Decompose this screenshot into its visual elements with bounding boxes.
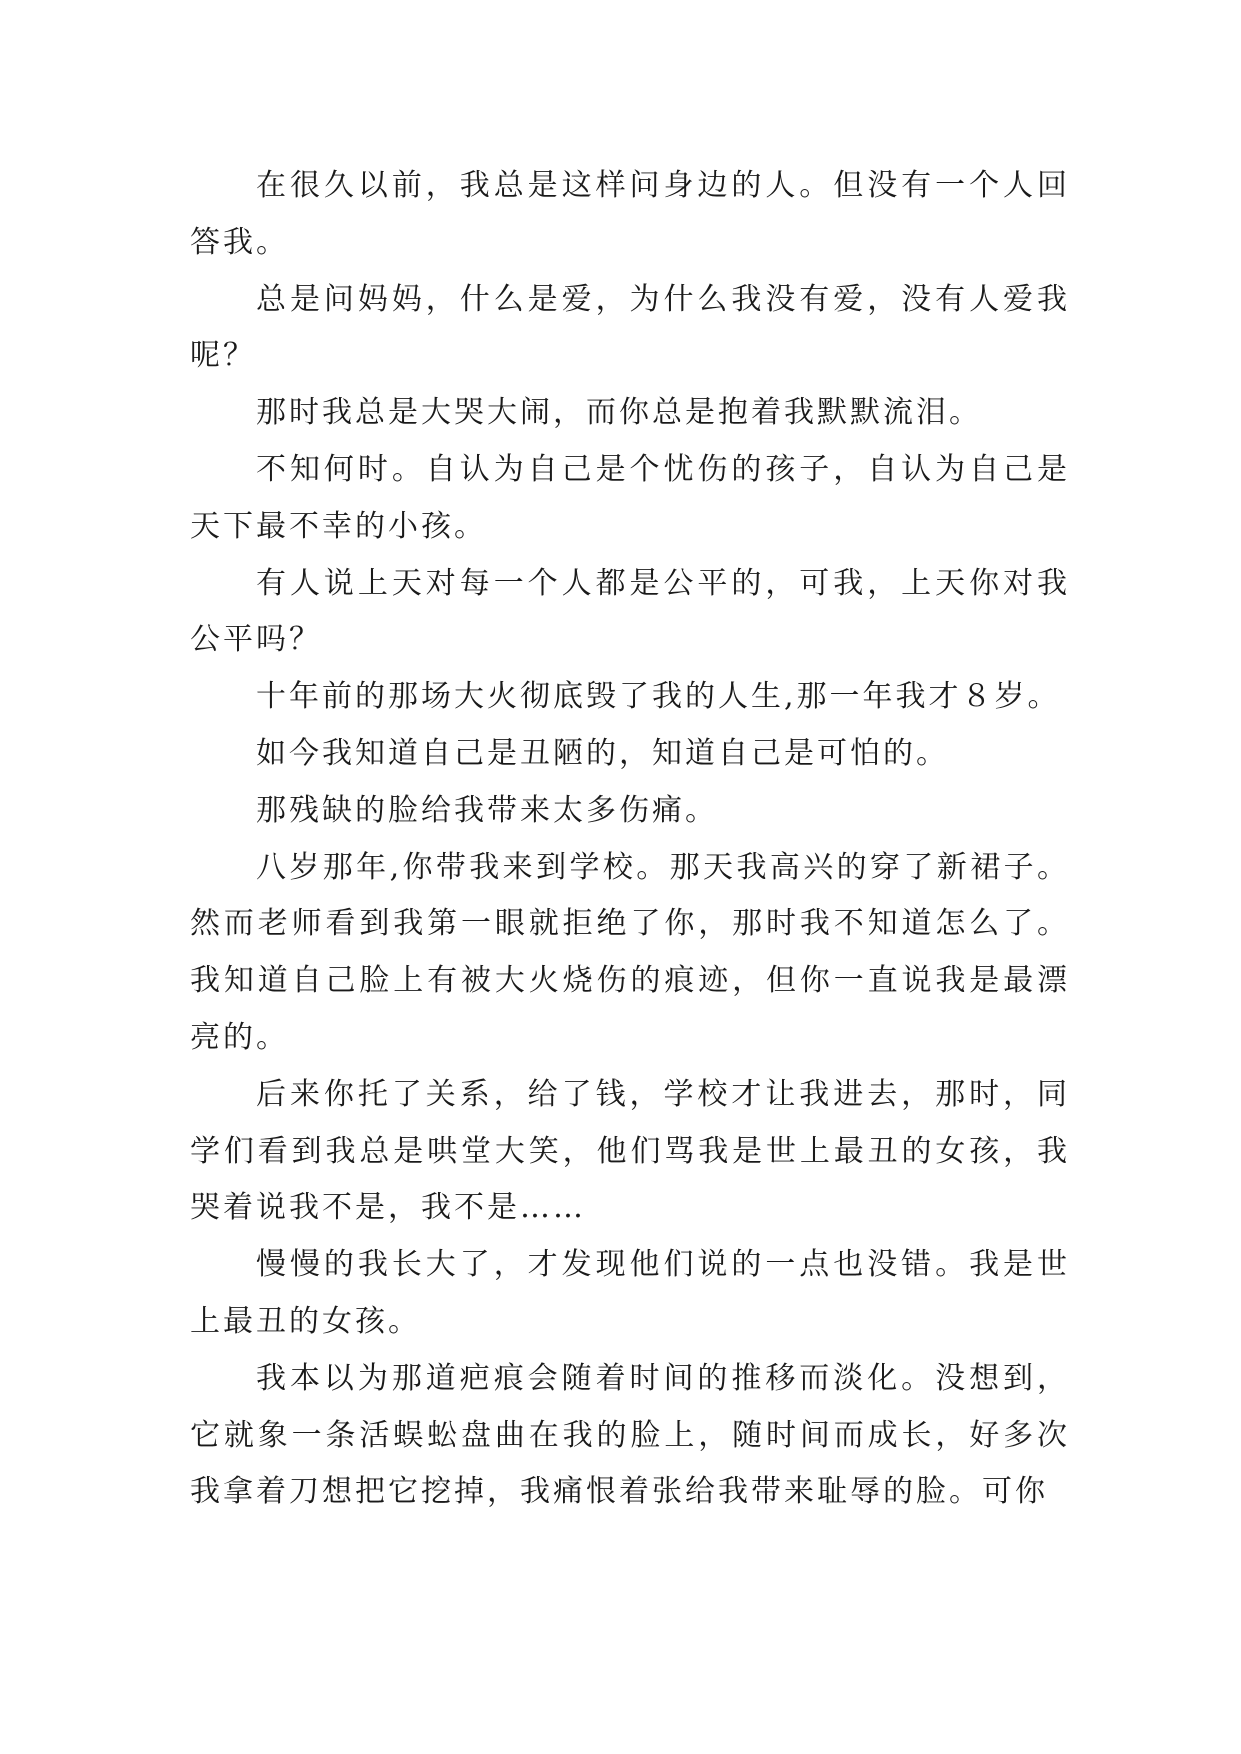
paragraph: 总是问妈妈，什么是爱，为什么我没有爱，没有人爱我呢？ [190, 281, 1070, 374]
paragraph: 有人说上天对每一个人都是公平的，可我，上天你对我公平吗？ [190, 565, 1070, 658]
paragraph: 不知何时。自认为自己是个忧伤的孩子，自认为自己是天下最不幸的小孩。 [190, 451, 1070, 544]
paragraph: 那残缺的脸给我带来太多伤痛。 [256, 792, 718, 828]
paragraph: 十年前的那场大火彻底毁了我的人生,那一年我才８岁。 [256, 679, 1061, 715]
body-text [190, 158, 1070, 1521]
paragraph: 慢慢的我长大了，才发现他们说的一点也没错。我是世上最丑的女孩。 [190, 1247, 1070, 1339]
paragraph: 我本以为那道疤痕会随着时间的推移而淡化。没想到，它就象一条活蜈蚣盘曲在我的脸上，随时间而成长，好多次我拿着刀想把它挖掉，我痛恨着张给我带来耻辱的脸。可你 [190, 1360, 1070, 1510]
paragraph: 那时我总是大哭大闹，而你总是抱着我默默流泪。 [256, 395, 982, 431]
paragraph: 八岁那年,你带我来到学校。那天我高兴的穿了新裙子。然而老师看到我第一眼就拒绝了你，那时我不知道怎么了。我知道自己脸上有被大火烧伤的痕迹，但你一直说我是最漂亮的。 [190, 849, 1070, 1055]
paragraph: 在很久以前，我总是这样问身边的人。但没有一个人回答我。 [190, 168, 1070, 260]
paragraph: 后来你托了关系，给了钱，学校才让我进去，那时，同学们看到我总是哄堂大笑，他们骂我是世上最丑的女孩，我哭着说我不是，我不是…… [190, 1076, 1070, 1226]
paragraph: 如今我知道自己是丑陋的，知道自己是可怕的。 [256, 735, 949, 771]
